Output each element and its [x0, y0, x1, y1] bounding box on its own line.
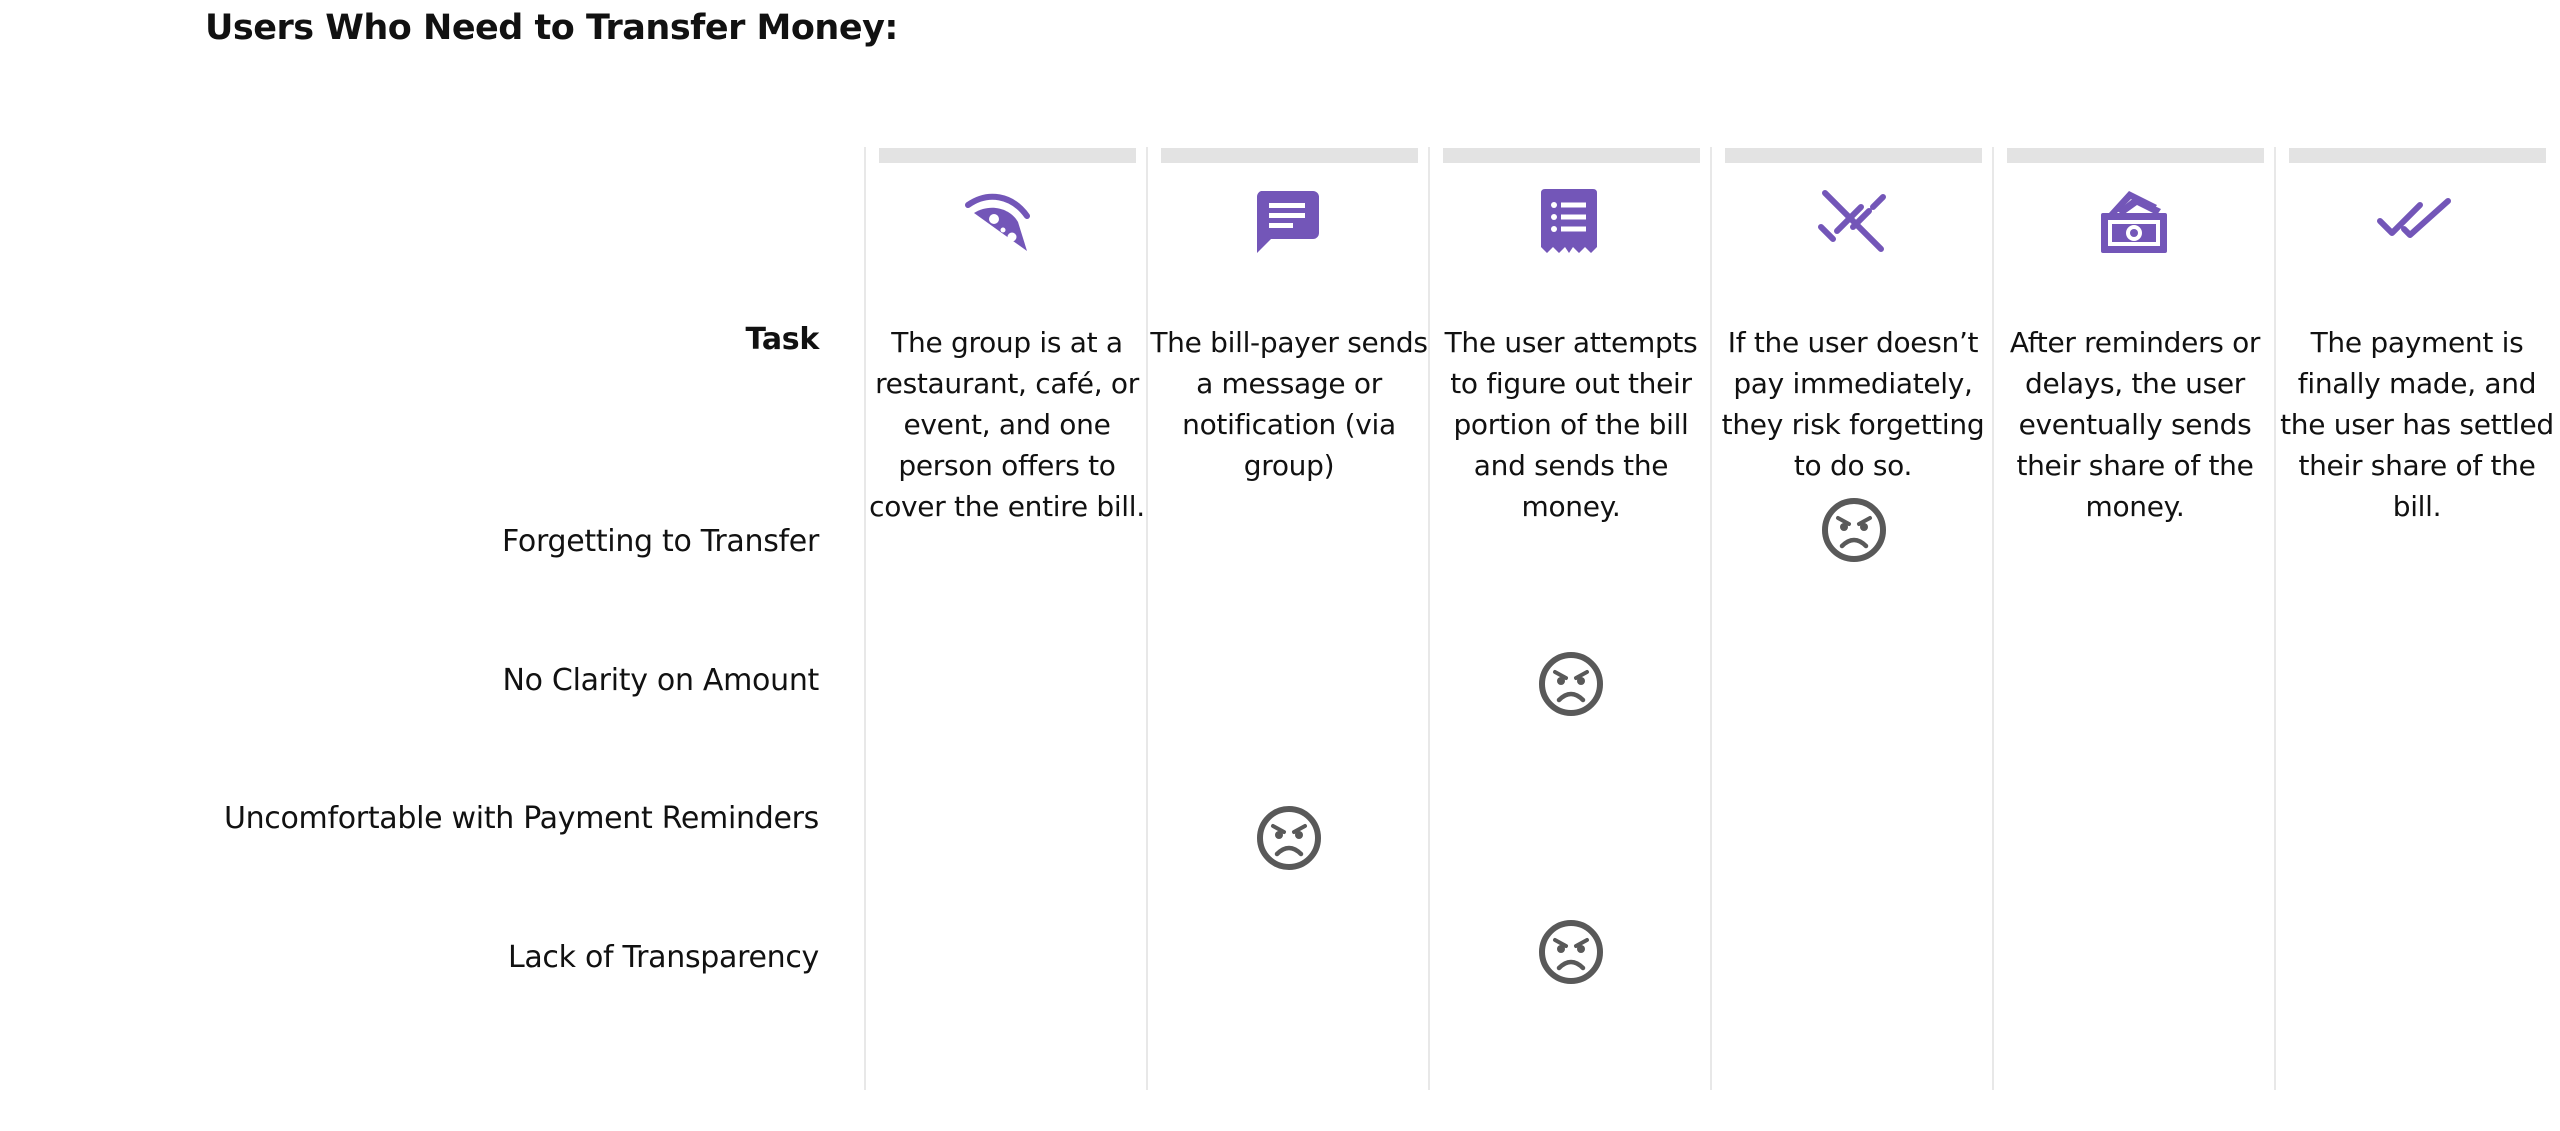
column-divider	[1710, 147, 1712, 1090]
money-icon	[2095, 183, 2171, 259]
row-label-forgetting-to-transfer: Forgetting to Transfer	[502, 524, 819, 559]
column-header-bar	[2007, 148, 2264, 163]
column-divider	[864, 147, 866, 1090]
pizza-slice-icon	[960, 183, 1036, 259]
angry-face-icon	[1820, 496, 1888, 564]
column-divider	[1146, 147, 1148, 1090]
row-label-uncomfortable-with-payment-reminders: Uncomfortable with Payment Reminders	[223, 801, 819, 836]
column-header-bar	[2289, 148, 2546, 163]
row-label-lack-of-transparency: Lack of Transparency	[507, 940, 819, 975]
column-header-bar	[1161, 148, 1418, 163]
step-description: The user attempts to figure out their portion of the bill and sends the money.	[1444, 326, 1698, 523]
column-divider	[2274, 147, 2276, 1090]
row-label-task: Task	[745, 322, 819, 357]
column-header-bar	[879, 148, 1136, 163]
step-description: If the user doesn’t pay immediately, they risk forgetting to do so.	[1721, 326, 1985, 482]
row-label-no-clarity-on-amount: No Clarity on Amount	[502, 663, 819, 698]
page-title: Users Who Need to Transfer Money:	[205, 8, 898, 48]
column-divider	[1992, 147, 1994, 1090]
angry-face-icon	[1537, 918, 1605, 986]
step-description: The bill-payer sends a message or notification (via group)	[1150, 326, 1428, 482]
step-description: After reminders or delays, the user eventually sends their share of the money.	[2009, 326, 2261, 523]
column-header-bar	[1725, 148, 1982, 163]
column-header-bar	[1443, 148, 1700, 163]
angry-face-icon	[1255, 804, 1323, 872]
double-check-icon	[2376, 183, 2452, 259]
angry-face-icon	[1537, 650, 1605, 718]
message-icon	[1249, 183, 1325, 259]
step-description: The payment is finally made, and the user has settled their share of the bill.	[2280, 326, 2554, 523]
do-not-disturb-icon	[1815, 183, 1891, 259]
step-description: The group is at a restaurant, café, or event, and one person offers to cover the entire bill.	[869, 326, 1145, 523]
receipt-icon	[1531, 183, 1607, 259]
column-divider	[1428, 147, 1430, 1090]
